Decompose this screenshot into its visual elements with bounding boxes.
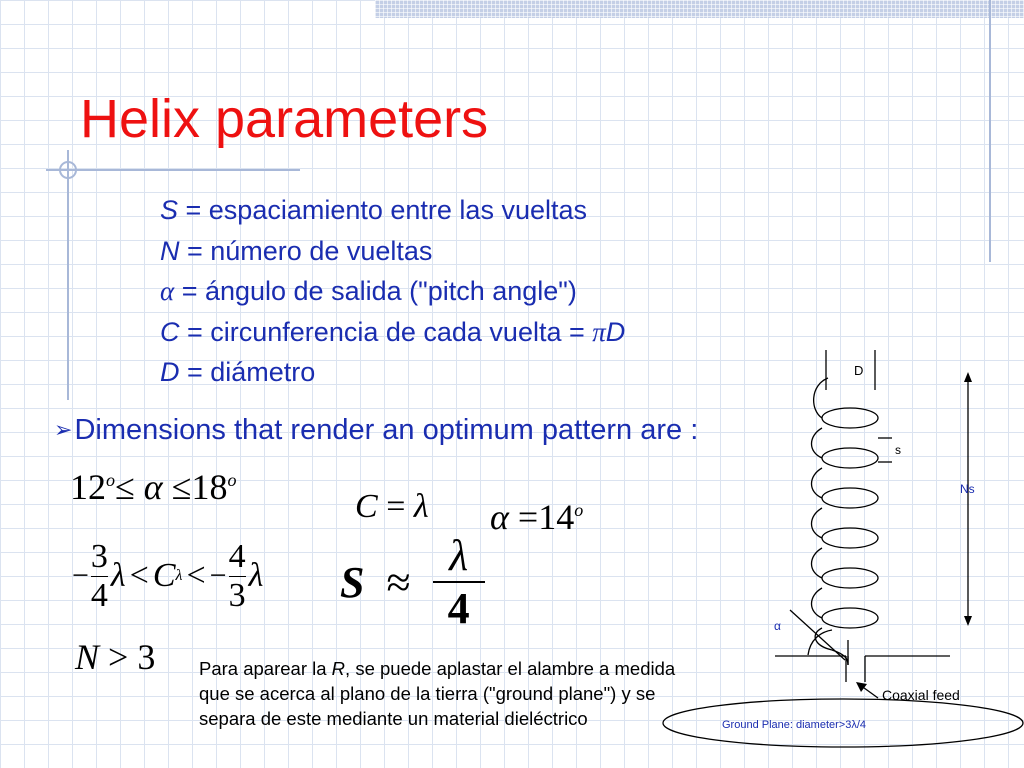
label-alpha: α [774,619,781,633]
pitch-angle-line [790,610,845,660]
ground-plane-note: Para aparear la R, se puede aplastar el alambre a medida que se acerca al plano de la tierra ("ground plane") y se separa de este mediante un material dieléctrico [199,658,676,729]
arrow-bullet-icon: ➢ [54,417,73,442]
equation-circumference-range: − $\frac{3}{4}$ λ < C λ < − $\frac{4}{3}$ λ [72,537,264,614]
helix-turn [822,608,878,628]
helix-back-curve [812,508,823,538]
definitions-list [160,190,625,393]
helix-back-curve [812,548,823,578]
definition-d: D = diámetro [160,357,316,387]
helix-turn [822,568,878,588]
helix-back-curve [812,588,823,618]
pitch-angle-arc [808,630,832,655]
bullet-text: Dimensions that render an optimum pattern are : [74,414,699,446]
helix-turn [822,408,878,428]
label-d: D [854,363,864,378]
definition-c: C = circunferencia de cada vuelta = πD [160,316,626,347]
helix-back-curve [812,468,823,498]
page-title: Helix parameters [80,89,489,149]
ns-arrow-top-icon [964,372,972,382]
equation-alpha-value: $\alpha =14^o$ [490,497,584,537]
equation-c-lambda: C = λ [355,488,429,525]
helix-turn [822,448,878,468]
equation-alpha-range: $12^o\le \alpha \le 18^o$ [70,467,237,507]
label-coaxial-feed: Coaxial feed [882,687,960,703]
equation-turns: N > 3 [75,637,156,677]
label-ground-plane: Ground Plane: diameter>3λ/4 [722,719,867,731]
ns-arrow-bottom-icon [964,616,972,626]
label-s: s [895,443,901,457]
feed-arrow-icon [856,682,867,692]
helix-antenna-diagram [660,340,1024,768]
bullet-optimum-dimensions [54,414,698,447]
helix-back-curve [812,428,823,458]
equation-spacing: S ≈ $\frac{\lambda}{4}$ [340,540,485,624]
definition-s: S = espaciamiento entre las vueltas [160,195,587,225]
label-ns: Ns [960,482,975,496]
definition-n: N = número de vueltas [160,235,433,266]
helix-turn [822,528,878,548]
definition-alpha: α = ángulo de salida ("pitch angle") [160,276,577,306]
helix-turn [822,488,878,508]
